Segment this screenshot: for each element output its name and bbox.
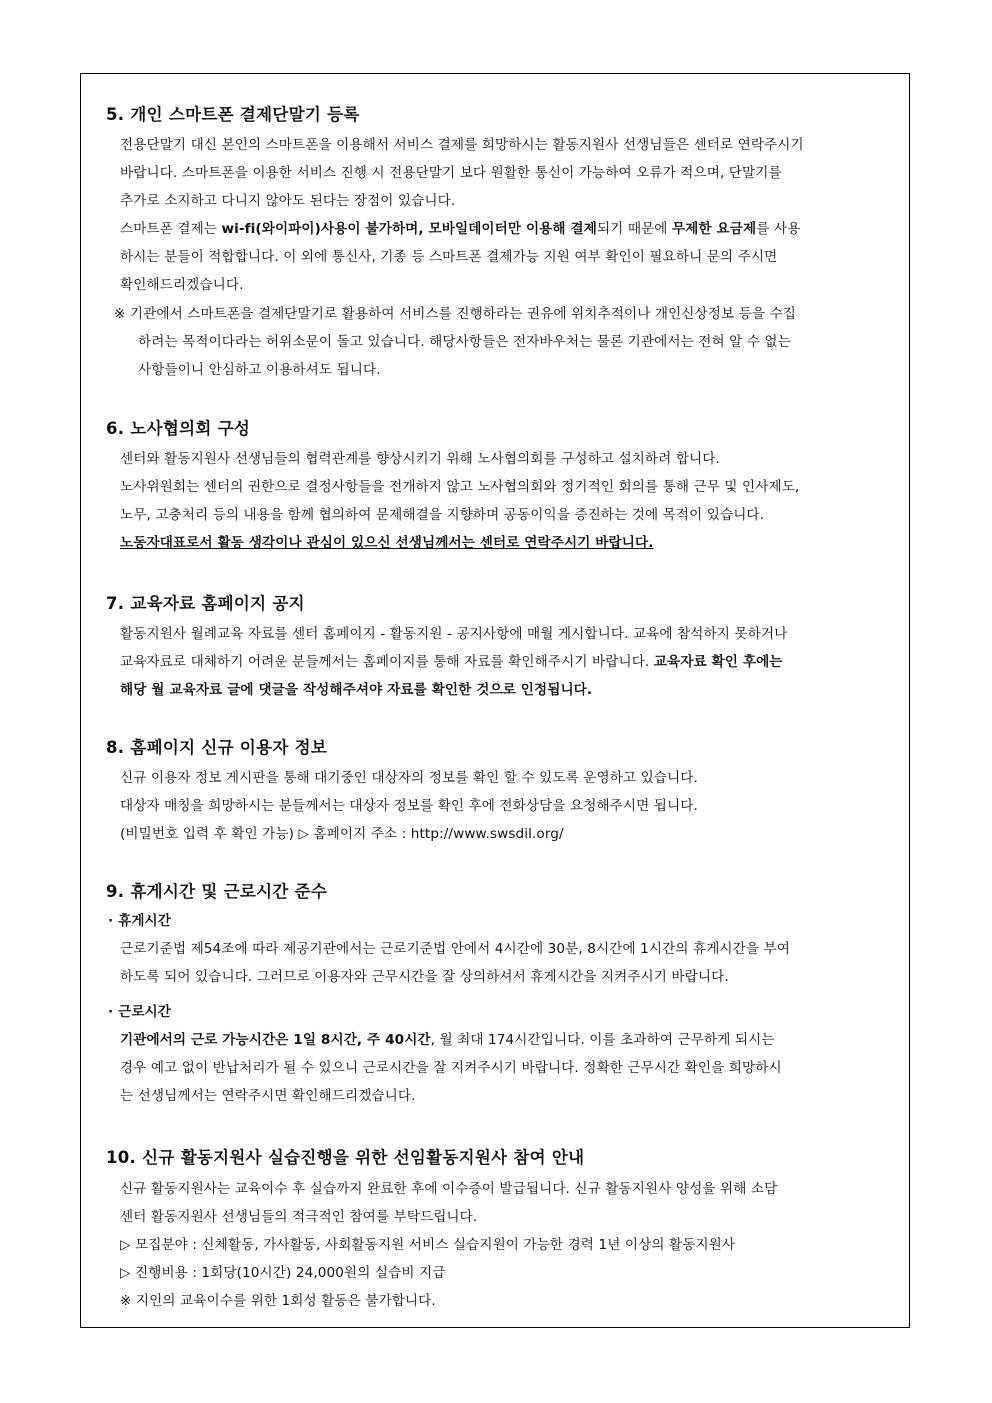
line-4-bold-plan: 무제한 요금제: [671, 221, 757, 237]
section-6-line-3: 노무, 고충처리 등의 내용을 함께 협의하여 문제해결을 지향하며 공동이익을 증진하는 것에 목적이 있습니다.: [120, 507, 765, 523]
section-10-line-1: 신규 활동지원사는 교육이수 후 실습까지 완료한 후에 이수증이 발급됩니다. 신규 활동지원사 양성을 위해 소담: [120, 1181, 778, 1197]
section-5-note-3: 사항들이니 안심하고 이용하셔도 됩니다.: [138, 362, 381, 378]
section-8-line-3: (비밀번호 입력 후 확인 가능) ▷ 홈페이지 주소 : http://www.swsdil.org/: [120, 826, 564, 842]
section-9-title: 9. 휴게시간 및 근로시간 준수: [106, 882, 328, 901]
section-9-work-line-1: [120, 1028, 775, 1048]
section-9-rest-line-2: 하도록 되어 있습니다. 그러므로 이용자와 근무시간을 잘 상의하셔서 휴게시간을 지켜주시기 바랍니다.: [120, 969, 729, 985]
section-6-title: 6. 노사협의회 구성: [106, 419, 251, 438]
section-7-line-1: 활동지원사 월례교육 자료를 센터 홈페이지 - 활동지원 - 공지사항에 매월 게시합니다. 교육에 참석하지 못하거나: [120, 626, 788, 642]
section-7-title: 7. 교육자료 홈페이지 공지: [106, 594, 305, 613]
section-5-note-2: 하려는 목적이다라는 허위소문이 돌고 있습니다. 해당사항들은 전자바우처는 물론 기관에서는 전혀 알 수 없는: [138, 334, 791, 350]
section-10-line-4: ▷ 진행비용 : 1회당(10시간) 24,000원의 실습비 지급: [120, 1265, 446, 1281]
section-9-work-line-2: 경우 예고 없이 반납처리가 될 수 있으니 근로시간을 잘 지켜주시기 바랍니다. 정확한 근무시간 확인을 희망하시: [120, 1060, 782, 1076]
section-9-rest-line-1: 근로기준법 제54조에 따라 제공기관에서는 근로기준법 안에서 4시간에 30분, 8시간에 1시간의 휴게시간을 부여: [120, 941, 791, 957]
line-4-text-c: 되기 때문에: [596, 221, 672, 237]
section-8-line-1: 신규 이용자 정보 게시판을 통해 대기중인 대상자의 정보를 확인 할 수 있도록 운영하고 있습니다.: [120, 770, 698, 786]
section-9-sub-work: · 근로시간: [108, 1004, 172, 1020]
section-5-line-3: 추가로 소지하고 다니지 않아도 된다는 장점이 있습니다.: [120, 193, 456, 209]
section-7-line-2-text: 교육자료로 대체하기 어려운 분들께서는 홈페이지를 통해 자료를 확인해주시기 바랍니다.: [120, 654, 654, 670]
section-10-line-2: 센터 활동지원사 선생님들의 적극적인 참여를 부탁드립니다.: [120, 1209, 478, 1225]
section-6-line-1: 센터와 활동지원사 선생님들의 협력관계를 향상시키기 위해 노사협의회를 구성하고 설치하려 합니다.: [120, 451, 720, 467]
section-9-work-line-3: 는 선생님께서는 연락주시면 확인해드리겠습니다.: [120, 1088, 416, 1104]
section-9-work-bold: 기관에서의 근로 가능시간은 1일 8시간, 주 40시간: [120, 1032, 431, 1048]
section-5-note-1: ※ 기관에서 스마트폰을 결제단말기로 활용하여 서비스를 진행하라는 권유에 위치추적이나 개인신상정보 등을 수집: [114, 306, 797, 322]
section-10-line-3: ▷ 모집분야 : 신체활동, 가사활동, 사회활동지원 서비스 실습지원이 가능한 경력 1년 이상의 활동지원사: [120, 1237, 736, 1253]
line-4-text-e: 를 사용: [756, 221, 801, 237]
section-5-title: 5. 개인 스마트폰 결제단말기 등록: [106, 105, 360, 124]
section-8-line-2: 대상자 매칭을 희망하시는 분들께서는 대상자 정보를 확인 후에 전화상담을 요청해주시면 됩니다.: [120, 798, 698, 814]
section-8-title: 8. 홈페이지 신규 이용자 정보: [106, 738, 328, 757]
section-5-line-5: 하시는 분들이 적합합니다. 이 외에 통신사, 기종 등 스마트폰 결제가능 지원 여부 확인이 필요하니 문의 주시면: [120, 249, 778, 265]
section-10-title: 10. 신규 활동지원사 실습진행을 위한 선임활동지원사 참여 안내: [106, 1148, 585, 1167]
section-7-line-3: 해당 월 교육자료 글에 댓글을 작성해주셔야 자료를 확인한 것으로 인정됩니다.: [120, 682, 593, 698]
line-4-bold-wifi: wi-fi(와이파이)사용이 불가하며, 모바일데이터만 이용해 결제: [221, 221, 597, 237]
section-6-underline: 노동자대표로서 활동 생각이나 관심이 있으신 선생님께서는 센터로 연락주시기 바랍니다.: [120, 535, 654, 551]
section-9-work-rest: , 월 최대 174시간입니다. 이를 초과하여 근무하게 되시는: [430, 1032, 775, 1048]
section-5-line-2: 바랍니다. 스마트폰을 이용한 서비스 진행 시 전용단말기 보다 원활한 통신이 가능하여 오류가 적으며, 단말기를: [120, 165, 782, 181]
line-4-text-a: 스마트폰 결제는: [120, 221, 222, 237]
section-6-line-2: 노사위원회는 센터의 권한으로 결정사항들을 전개하지 않고 노사협의회와 정기적인 회의를 통해 근무 및 인사제도,: [120, 479, 800, 495]
section-5-line-6: 확인해드리겠습니다.: [120, 277, 244, 293]
section-5-line-1: 전용단말기 대신 본인의 스마트폰을 이용해서 서비스 결제를 희망하시는 활동지원사 선생님들은 센터로 연락주시기: [120, 137, 804, 153]
section-9-sub-rest: · 휴게시간: [108, 913, 172, 929]
section-7-line-2: [120, 650, 783, 670]
section-5-line-4: [120, 217, 800, 237]
section-10-line-5: ※ 지인의 교육이수를 위한 1회성 활동은 불가합니다.: [120, 1293, 436, 1309]
section-7-line-2-bold: 교육자료 확인 후에는: [653, 654, 783, 670]
